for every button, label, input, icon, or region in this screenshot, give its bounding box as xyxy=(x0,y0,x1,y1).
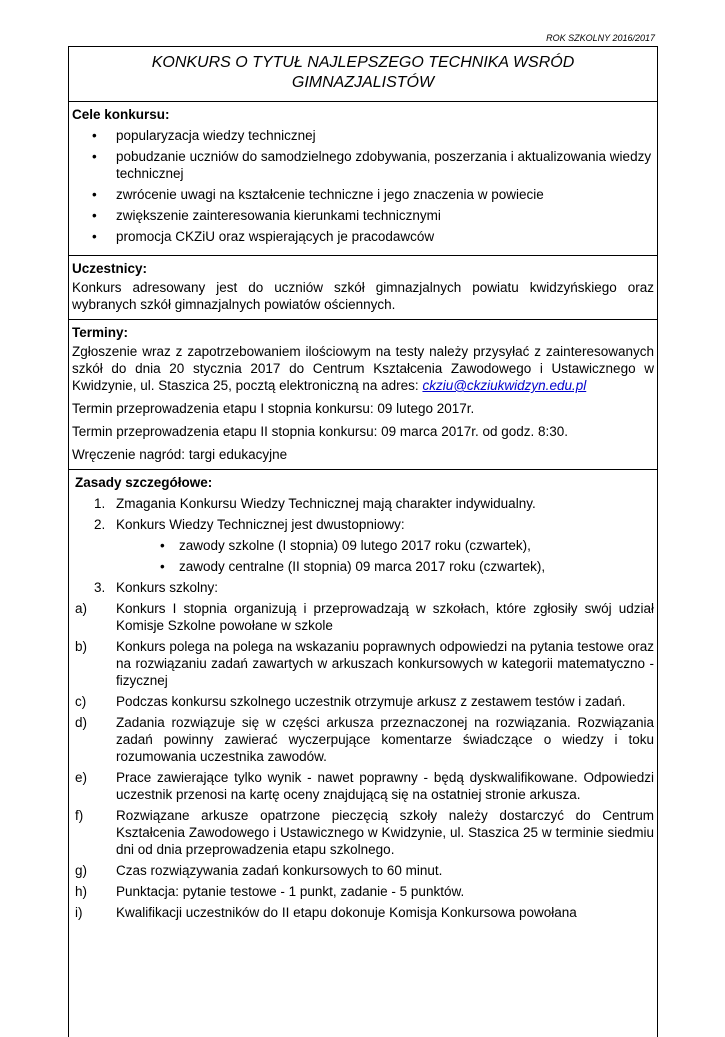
rule-text: Punktacja: pytanie testowe - 1 punkt, zadanie - 5 punktów. xyxy=(116,884,465,899)
rule-letter: c) xyxy=(75,694,87,709)
rules-heading: Zasady szczegółowe: xyxy=(75,475,213,490)
rule-item xyxy=(72,807,654,858)
goals-section xyxy=(69,102,657,256)
rule-text: Konkurs polega na polega na wskazaniu poprawnych odpowiedzi na pytania testowe oraz na rozwiązaniu zadań zawartych w arkuszach konkursowych w kategorii matematyczno - fizycznej xyxy=(116,639,654,688)
rule-number: 3. xyxy=(94,580,106,595)
list-item: • zawody centralne (II stopnia) 09 marca 2017 roku (czwartek), xyxy=(116,558,654,575)
participants-heading: Uczestnicy: xyxy=(72,261,148,276)
rule-text: Konkurs I stopnia organizują i przeprowadzają w szkołach, które zgłosiły swój udział Komisje Szkolne powołane w szkole xyxy=(116,601,654,633)
rule-item xyxy=(72,904,654,921)
list-item: • pobudzanie uczniów do samodzielnego zdobywania, poszerzania i aktualizowania wiedzy technicznej xyxy=(72,148,654,182)
page-title xyxy=(69,47,657,102)
rule-letter: i) xyxy=(75,905,83,920)
goals-list xyxy=(72,127,654,245)
school-year-header: ROK SZKOLNY 2016/2017 xyxy=(546,33,655,43)
rule-letter: h) xyxy=(75,884,88,899)
title-line-2: GIMNAZJALISTÓW xyxy=(291,74,435,91)
rule-text: Podczas konkursu szkolnego uczestnik otrzymuje arkusz z zestawem testów i zadań. xyxy=(116,694,626,709)
list-item: • zwiększenie zainteresowania kierunkami technicznymi xyxy=(72,207,654,224)
terms-heading: Terminy: xyxy=(72,325,129,340)
rule-item xyxy=(72,883,654,900)
rule-number: 2. xyxy=(94,517,106,532)
rule-item xyxy=(72,714,654,765)
terms-section xyxy=(69,320,657,470)
document-frame xyxy=(68,46,658,1037)
rule-number: 1. xyxy=(94,496,106,511)
rule-letter: b) xyxy=(75,639,88,654)
rule-letter: e) xyxy=(75,770,88,785)
rule-letter: f) xyxy=(75,808,84,823)
rule-letter: d) xyxy=(75,715,88,730)
rule-item xyxy=(72,862,654,879)
rule-item xyxy=(72,600,654,634)
list-item: • zawody szkolne (I stopnia) 09 lutego 2017 roku (czwartek), xyxy=(116,537,654,554)
rules-list xyxy=(72,495,654,921)
rule-text: Czas rozwiązywania zadań konkursowych to 60 minut. xyxy=(116,863,443,878)
stages-list xyxy=(116,537,654,575)
participants-section xyxy=(69,256,657,320)
rule-text: Rozwiązane arkusze opatrzone pieczęcią szkoły należy dostarczyć do Centrum Kształcenia Zawodowego i Ustawicznego w Kwidzynie, ul. Staszica 25 w terminie siedmiu dni od dnia przeprowadzenia etapu szkolnego. xyxy=(116,808,654,857)
email-link[interactable]: ckziu@ckziukwidzyn.edu.pl xyxy=(422,378,587,393)
rule-item xyxy=(72,516,654,575)
rule-text: Prace zawierające tylko wynik - nawet poprawny - będą dyskwalifikowane. Odpowiedzi uczestnik przenosi na kartę oceny znajdującą się na ostatniej stronie arkusza. xyxy=(116,770,654,802)
terms-text: Zgłoszenie wraz z zapotrzebowaniem ilościowym na testy należy przysyłać z zainteresowanych szkół do dnia 20 stycznia 2017 do Centrum Kształcenia Zawodowego i Ustawicznego w Kwidzynie, ul. Staszica 25, pocztą elektroniczną na adres: xyxy=(72,344,654,393)
rule-text: Zadania rozwiązuje się w części arkusza przeznaczonej na rozwiązania. Rozwiązania zadań powinny zawierać wyczerpujące komentarze świadczące o wiedzy i toku rozumowania uczestnika zawodów. xyxy=(116,715,654,764)
awards-info: Wręczenie nagród: targi edukacyjne xyxy=(72,447,288,462)
list-item: • zwrócenie uwagi na kształcenie techniczne i jego znaczenia w powiecie xyxy=(72,186,654,203)
rule-item xyxy=(72,638,654,689)
title-line-1: KONKURS O TYTUŁ NAJLEPSZEGO TECHNIKA WSRÓD xyxy=(151,54,575,71)
rule-item xyxy=(72,579,654,596)
rule-item xyxy=(72,693,654,710)
stage1-date: Termin przeprowadzenia etapu I stopnia konkursu: 09 lutego 2017r. xyxy=(72,401,475,416)
rule-text: Konkurs szkolny: xyxy=(116,580,219,595)
rule-text: Zmagania Konkursu Wiedzy Technicznej mają charakter indywidualny. xyxy=(116,496,536,511)
participants-text: Konkurs adresowany jest do uczniów szkół gimnazjalnych powiatu kwidzyńskiego oraz wybranych szkół gimnazjalnych powiatów ościennych. xyxy=(72,280,654,312)
rule-item xyxy=(72,495,654,512)
rule-letter: a) xyxy=(75,601,88,616)
terms-text-block xyxy=(72,343,654,394)
rule-letter: g) xyxy=(75,863,88,878)
list-item: • popularyzacja wiedzy technicznej xyxy=(72,127,654,144)
stage2-date: Termin przeprowadzenia etapu II stopnia konkursu: 09 marca 2017r. od godz. 8:30. xyxy=(72,424,569,439)
rules-section xyxy=(69,470,657,931)
goals-heading: Cele konkursu: xyxy=(72,107,170,122)
rule-item xyxy=(72,769,654,803)
rule-text: Kwalifikacji uczestników do II etapu dokonuje Komisja Konkursowa powołana xyxy=(116,905,577,920)
rule-text: Konkurs Wiedzy Technicznej jest dwustopniowy: xyxy=(116,517,405,532)
list-item: • promocja CKZiU oraz wspierających je pracodawców xyxy=(72,228,654,245)
